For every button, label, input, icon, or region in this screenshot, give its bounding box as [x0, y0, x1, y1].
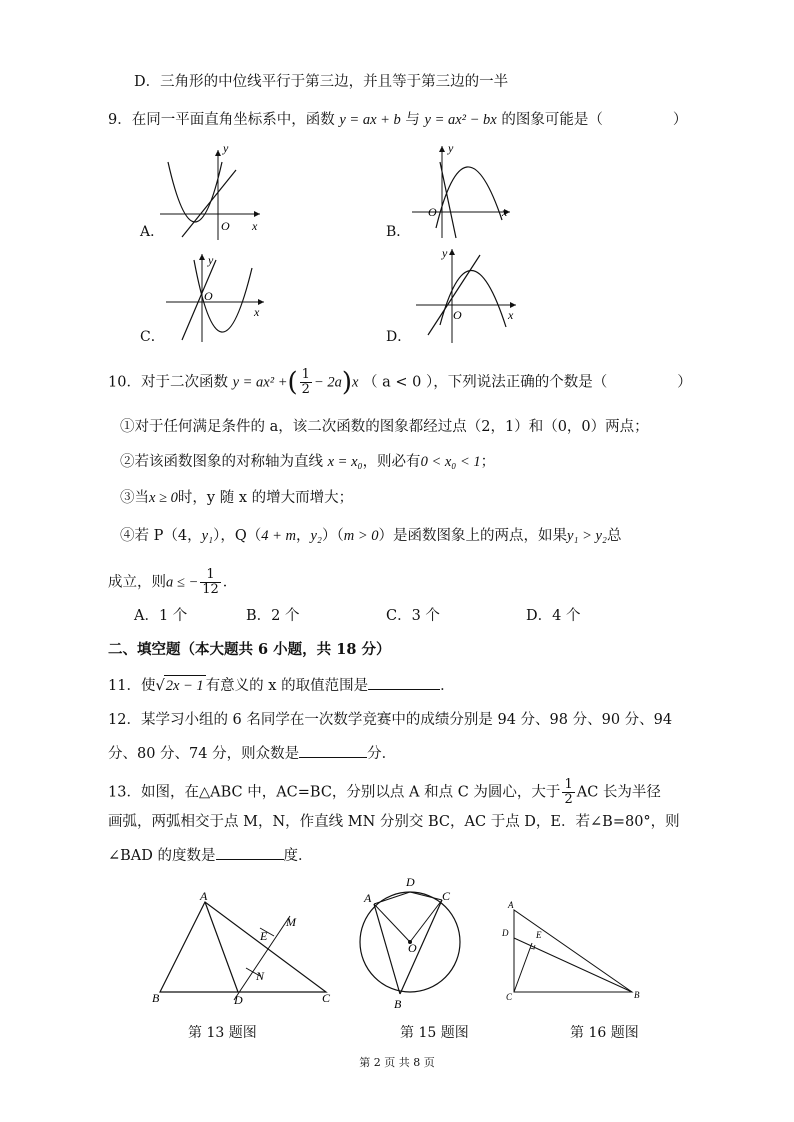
q13-line-1: 13．如图，在△ABC 中，AC=BC，分别以点 A 和点 C 为圆心，大于 $\frac{1}{2}$ AC 长为半径: [108, 777, 661, 807]
q9d-axis-x: x: [508, 308, 514, 322]
fig16-label-e: E: [536, 930, 542, 940]
q10-text-pre: 对于二次函数: [140, 374, 228, 391]
q12-answer-blank[interactable]: [299, 743, 367, 758]
q10-option-a: A．1 个: [134, 608, 188, 624]
fig16-caption: 第 16 题图: [570, 1025, 639, 1041]
figure-15: [352, 870, 472, 1010]
fig15-label-o: O: [408, 941, 417, 955]
q10-number: 10．: [108, 374, 141, 391]
fig13-caption: 第 13 题图: [188, 1025, 257, 1041]
q9-graph-a: [160, 142, 270, 242]
q9-function-quadratic: y = ax² − bx: [424, 112, 497, 128]
fig13-label-a: A: [200, 889, 208, 903]
q13-answer-blank[interactable]: [216, 845, 284, 860]
q9c-axis-x: x: [254, 305, 260, 319]
q9-graph-c: [160, 250, 270, 345]
q9-option-a-label: A．: [140, 224, 165, 240]
fig13-label-m: M: [286, 915, 296, 929]
q9-text-post: 的图象可能是（: [501, 112, 603, 128]
q9a-axis-x: x: [252, 219, 258, 233]
q10-statement-1: ①对于任何满足条件的 a，该二次函数的图象都经过点（2，1）和（0，0）两点；: [120, 419, 649, 435]
q9-option-c-label: C．: [140, 329, 165, 345]
q10-option-d: D．4 个: [526, 608, 581, 624]
q12-line-2: 分、80 分、74 分，则众数是 分．: [108, 743, 396, 764]
fig15-label-d: D: [406, 875, 415, 889]
q10-statement-3: ③当x ≥ 0时，y 随 x 的增大而增大；: [120, 490, 354, 506]
q9-option-d-label: D．: [386, 329, 412, 345]
q10-function-a: y = ax² +: [232, 374, 288, 391]
figure-16: [500, 898, 650, 1008]
fig13-label-b: B: [152, 991, 160, 1005]
fig16-label-c: C: [506, 992, 513, 1002]
q11-answer-blank[interactable]: [368, 675, 440, 690]
q10-text-post: ，下列说法正确的个数是（: [433, 374, 608, 391]
q9b-axis-x: x: [502, 205, 508, 219]
q13-line-2: 画弧，两弧相交于点 M，N，作直线 MN 分别交 BC，AC 于点 D，E．若∠B=80°，则: [108, 814, 680, 830]
q9-number: 9．: [108, 112, 132, 128]
page-footer: 第 2 页 共 8 页: [359, 1056, 435, 1069]
q10-function-c: x: [352, 374, 359, 391]
q9-stem: [108, 110, 687, 130]
q10-statement-4-cont: 成立，则a ≤ − $\frac{1}{12}$ ．: [108, 567, 238, 597]
q9d-origin: O: [453, 308, 462, 322]
q9a-origin: O: [221, 219, 230, 233]
fig13-label-e: E: [260, 929, 268, 943]
q12-line-1: 12．某学习小组的 6 名同学在一次数学竞赛中的成绩分别是 94 分、98 分、90 分、94: [108, 712, 673, 728]
q9d-axis-y: y: [442, 246, 448, 260]
fig16-label-d: D: [502, 928, 509, 938]
q10-close-paren: ）: [677, 374, 692, 391]
q10-function-b: − 2a: [313, 374, 342, 391]
q10-condition: （ a < 0 ）: [363, 374, 434, 391]
q9-graph-d: [410, 245, 525, 345]
q10-statement-2: ②若该函数图象的对称轴为直线 x = x₀，则必有0 < x₀ < 1；: [120, 454, 496, 470]
q9c-origin: O: [204, 289, 213, 303]
q9-text-pre: 在同一平面直角坐标系中，函数: [131, 112, 335, 128]
q9-text-mid: 与: [405, 112, 420, 128]
q10-fraction: $\frac{1}{2}$: [301, 367, 310, 397]
q11-stem: 11．使√2x − 1 有意义的 x 的取值范围是 ．: [108, 675, 455, 696]
q10-option-c: C．3 个: [386, 608, 440, 624]
q9b-origin: O: [428, 205, 437, 219]
fig15-label-b: B: [394, 997, 402, 1010]
q8-option-d: D．三角形的中位线平行于第三边，并且等于第三边的一半: [134, 74, 509, 90]
q9c-axis-y: y: [208, 253, 214, 267]
q10-statement-4: ④若 P（4，y₁），Q（4 + m，y₂）（m > 0）是函数图象上的两点，如果y₁ > y₂总: [120, 528, 622, 544]
q9a-axis-y: y: [223, 142, 229, 155]
q9-function-linear: y = ax + b: [339, 112, 401, 128]
q10-stem: 10．对于二次函数 y = ax² +( $\frac{1}{2}$ − 2a)x （ a < 0 ），下列说法正确的个数是（ ）: [108, 367, 692, 398]
q10-option-b: B．2 个: [246, 608, 300, 624]
q9-option-b-label: B．: [386, 224, 411, 240]
q9-close-paren: ）: [672, 112, 688, 128]
fig16-label-a: A: [508, 900, 514, 910]
fig13-label-d: D: [234, 993, 243, 1007]
q9-graph-b: [410, 140, 520, 240]
section-heading: 二、填空题（本大题共 6 小题，共 18 分）: [108, 641, 391, 658]
q9b-axis-y: y: [448, 141, 454, 155]
q13-line-3: ∠BAD 的度数是 度．: [108, 845, 313, 866]
fig13-label-n: N: [256, 969, 265, 983]
fig16-label-b: B: [634, 990, 640, 1000]
fig15-caption: 第 15 题图: [400, 1025, 469, 1041]
fig15-label-a: A: [364, 891, 372, 905]
figure-13: [150, 888, 350, 1008]
fig13-label-c: C: [322, 991, 331, 1005]
fig15-label-c: C: [442, 889, 451, 903]
